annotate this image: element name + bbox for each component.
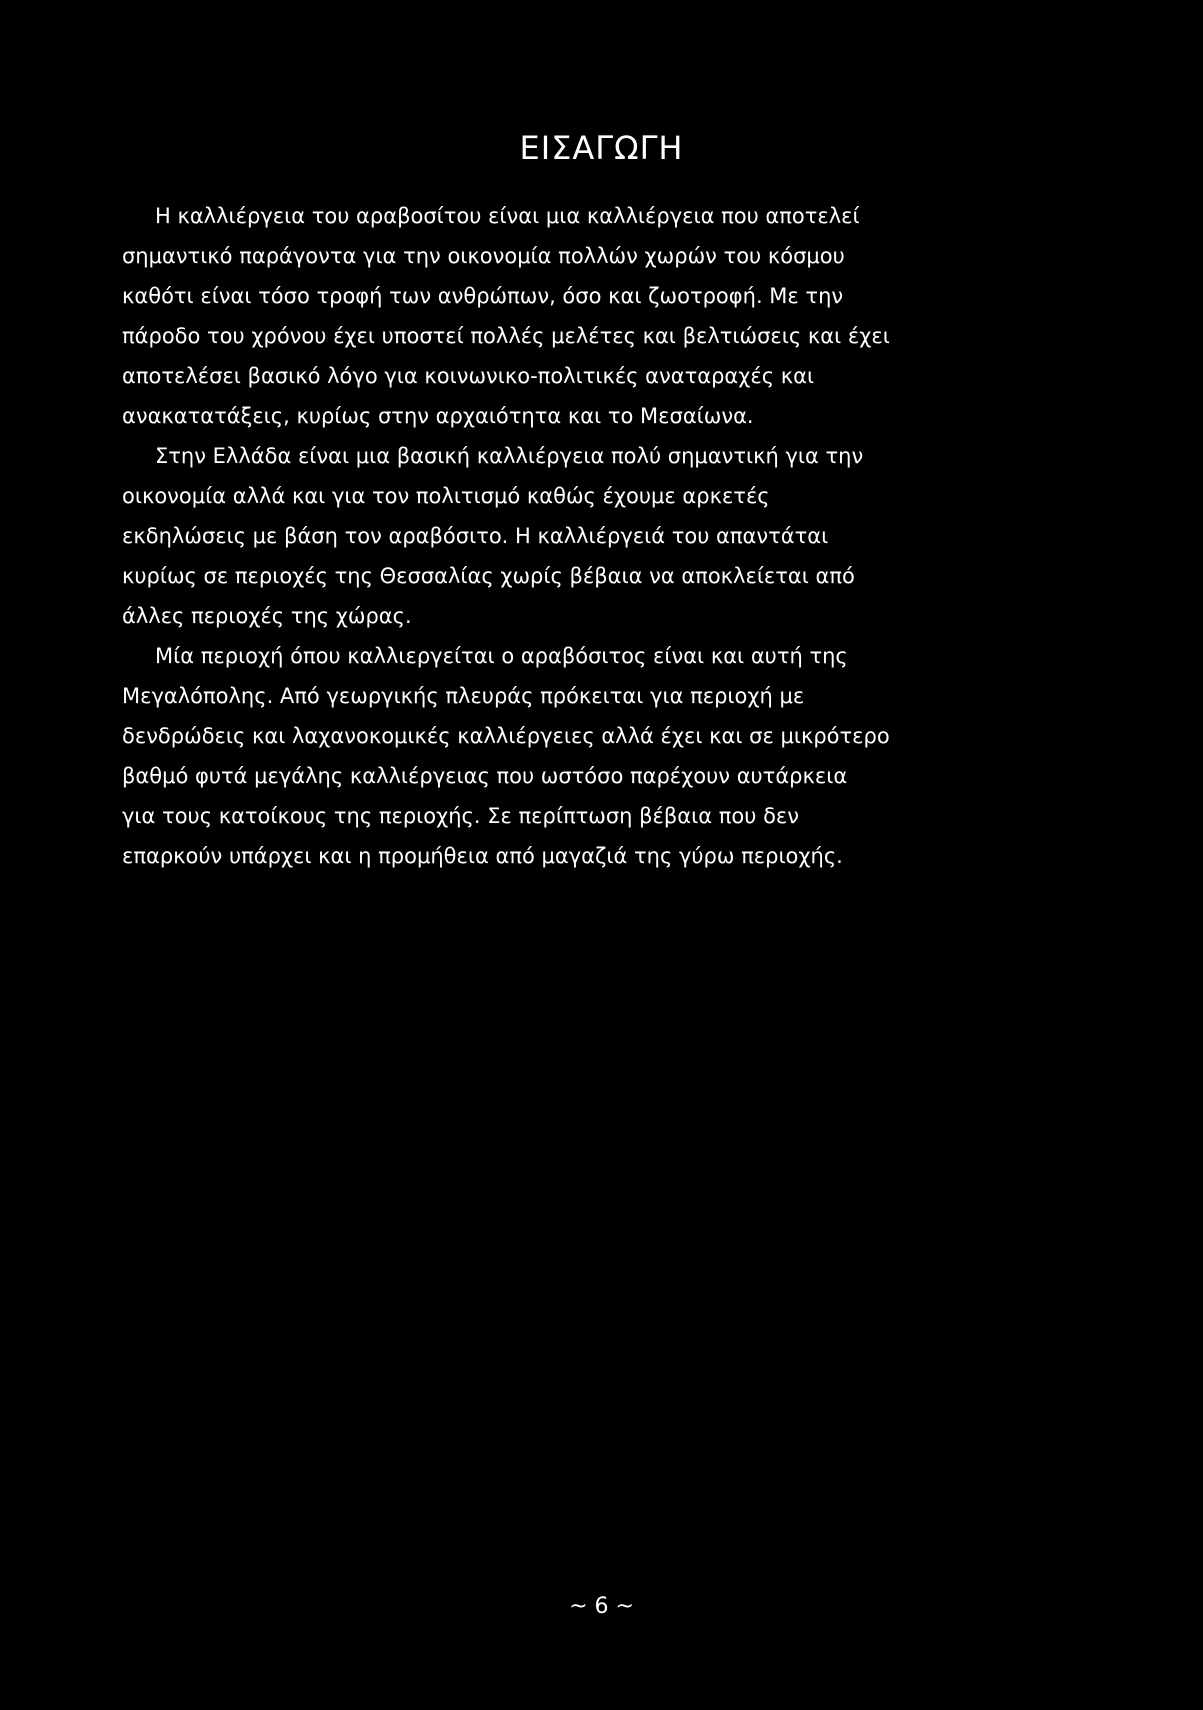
paragraph-line: οικονομία αλλά και για τον πολιτισμό καθώς έχουμε αρκετές (122, 484, 770, 508)
paragraph-line: Μία περιοχή όπου καλλιεργείται ο αραβόσιτος είναι και αυτή της (155, 644, 848, 668)
body-text (122, 196, 1042, 876)
paragraph-line: εκδηλώσεις με βάση τον αραβόσιτο. Η καλλιέργειά του απαντάται (122, 524, 829, 548)
page-number: ~ 6 ~ (569, 1594, 634, 1619)
paragraph-line: Στην Ελλάδα είναι μια βασική καλλιέργεια πολύ σημαντική για την (155, 444, 864, 468)
paragraph-line: άλλες περιοχές της χώρας. (122, 604, 412, 628)
paragraph-2 (122, 436, 1042, 636)
paragraph-line: κυρίως σε περιοχές της Θεσσαλίας χωρίς βέβαια να αποκλείεται από (122, 564, 855, 588)
paragraph-line: για τους κατοίκους της περιοχής. Σε περίπτωση βέβαια που δεν (122, 804, 799, 828)
paragraph-1 (122, 196, 1042, 436)
paragraph-line: καθότι είναι τόσο τροφή των ανθρώπων, όσο και ζωοτροφή. Με την (122, 284, 844, 308)
paragraph-line: Η καλλιέργεια του αραβοσίτου είναι μια καλλιέργεια που αποτελεί (155, 204, 860, 228)
paragraph-line: ανακατατάξεις, κυρίως στην αρχαιότητα και το Μεσαίωνα. (122, 404, 754, 428)
paragraph-line: δενδρώδεις και λαχανοκομικές καλλιέργειες αλλά έχει και σε μικρότερο (122, 724, 890, 748)
paragraph-3 (122, 636, 1042, 876)
page-title: ΕΙΣΑΓΩΓΗ (519, 129, 684, 167)
paragraph-line: πάροδο του χρόνου έχει υποστεί πολλές μελέτες και βελτιώσεις και έχει (122, 324, 890, 348)
paragraph-line: Μεγαλόπολης. Από γεωργικής πλευράς πρόκειται για περιοχή με (122, 684, 805, 708)
paragraph-line: αποτελέσει βασικό λόγο για κοινωνικο-πολιτικές αναταραχές και (122, 364, 815, 388)
paragraph-line: επαρκούν υπάρχει και η προμήθεια από μαγαζιά της γύρω περιοχής. (122, 844, 843, 868)
paragraph-line: βαθμό φυτά μεγάλης καλλιέργειας που ωστόσο παρέχουν αυτάρκεια (122, 764, 848, 788)
paragraph-line: σημαντικό παράγοντα για την οικονομία πολλών χωρών του κόσμου (122, 244, 845, 268)
